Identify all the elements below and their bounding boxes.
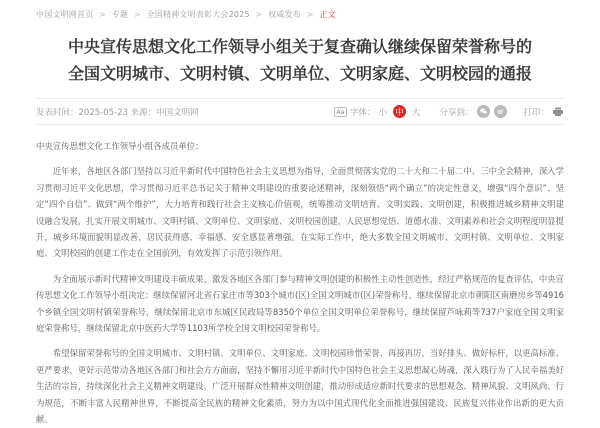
breadcrumb (36, 0, 564, 20)
weibo-share-icon[interactable] (494, 105, 507, 118)
source-label: 来源： (130, 107, 157, 118)
paragraph-2: 为全面展示新时代精神文明建设丰硕成果，激发各地区各部门参与精神文明创建的积极性主动性创造性，经过严格规范的复查评估，中央宣传思想文化工作领导小组决定：继续保留河北省石家庄市等303个城市(区)全国文明城市(区)荣誉称号，继续保留北京市朝阳区南磨房乡等4916个乡镇全国文明村镇荣誉称号，继续保留北京市东城区民政局等8350个单位全国文明单位荣誉称号，继续保留芦咏莉等737户家庭全国文明家庭荣誉称号，继续保留北京中医药大学等1103所学校全国文明校园荣誉称号。 (36, 273, 564, 334)
breadcrumb-separator: > (99, 10, 107, 19)
wechat-share-icon[interactable] (477, 105, 490, 118)
font-medium-button[interactable]: 中 (393, 105, 406, 118)
breadcrumb-item-official-release[interactable]: 权威发布 (268, 10, 302, 19)
paragraph-3: 希望保留荣誉称号的全国文明城市、文明村镇、文明单位、文明家庭、文明校园珍惜荣誉、再接再厉，当好排头、做好标杆，以更高标准、更严要求，更好示范带动各地区各部门和社会方方面面，坚持不懈用习近平新时代中国特色社会主义思想凝心铸魂，深入践行为了人民幸福美好生活的宗旨，持续深化社会主义精神文明建设，广泛开展群众性精神文明创建，推动形成适应新时代要求的思想观念、精神风貌、文明风尚、行为规范，不断丰富人民精神世界，不断提高全民族的精神文化素质，努力为以中国式现代化全面推进强国建设、民族复兴伟业作出新的更大贡献。 (36, 348, 564, 425)
printer-icon[interactable] (552, 106, 564, 118)
share-label: 分享到： (439, 107, 474, 118)
font-small-button[interactable]: 小 (378, 107, 387, 118)
breadcrumb-separator: > (133, 10, 141, 19)
breadcrumb-separator: > (255, 10, 263, 19)
salutation: 中央宣传思想文化工作领导小组各成员单位： (36, 141, 204, 151)
article-title-line1: 中央宣传思想文化工作领导小组关于复查确认继续保留荣誉称号的 (67, 37, 532, 56)
article-title-line2: 全国文明城市、文明村镇、文明单位、文明家庭、文明校园的通报 (67, 64, 532, 83)
paragraph-1: 近年来，各地区各部门坚持以习近平新时代中国特色社会主义思想为指导，全面贯彻落实党的二十大和二十届二中、三中全会精神，深入学习贯彻习近平文化思想，学习贯彻习近平总书记关于精神文明建设的重要论述精神，深刻领悟“两个确立”的决定性意义，增强“四个意识”、坚定“四个自信”、做到“两个维护”，大力培育和践行社会主义核心价值观，统筹推动文明培育、文明实践、文明创建，积极推进城乡精神文明建设融合发展，扎实开展文明城市、文明村镇、文明单位、文明家庭、文明校园创建，人民思想觉悟、道德水准、文明素养和社会文明程度明显提升，城乡环境面貌明显改善，居民获得感、幸福感、安全感显著增强。在实际工作中，绝大多数全国文明城市、文明村镇、文明单位、文明家庭、文明校园的创建工作走在全国前列，有效发挥了示范引领作用。 (36, 166, 564, 259)
source-value: 中国文明网 (156, 107, 199, 118)
publish-time-value: 2025-05-23 (78, 107, 128, 118)
meta-bar (36, 98, 564, 125)
breadcrumb-separator: > (306, 10, 314, 19)
article-body (36, 138, 564, 428)
print-label: 打印： (523, 107, 549, 118)
publish-time-label: 发表时间： (36, 107, 79, 118)
article-title (36, 33, 564, 87)
breadcrumb-item-topics[interactable]: 专题 (111, 10, 129, 19)
breadcrumb-item-home[interactable]: 中国文明网首页 (36, 10, 94, 19)
font-label: 字体： (349, 107, 376, 118)
meta-info (36, 106, 199, 118)
breadcrumb-item-conference[interactable]: 全国精神文明表彰大会2025 (146, 10, 250, 19)
breadcrumb-item-current: 正文 (319, 10, 336, 19)
font-size-icon: Aa (334, 107, 347, 117)
meta-tools (334, 105, 564, 118)
font-large-button[interactable]: 大 (411, 107, 421, 118)
